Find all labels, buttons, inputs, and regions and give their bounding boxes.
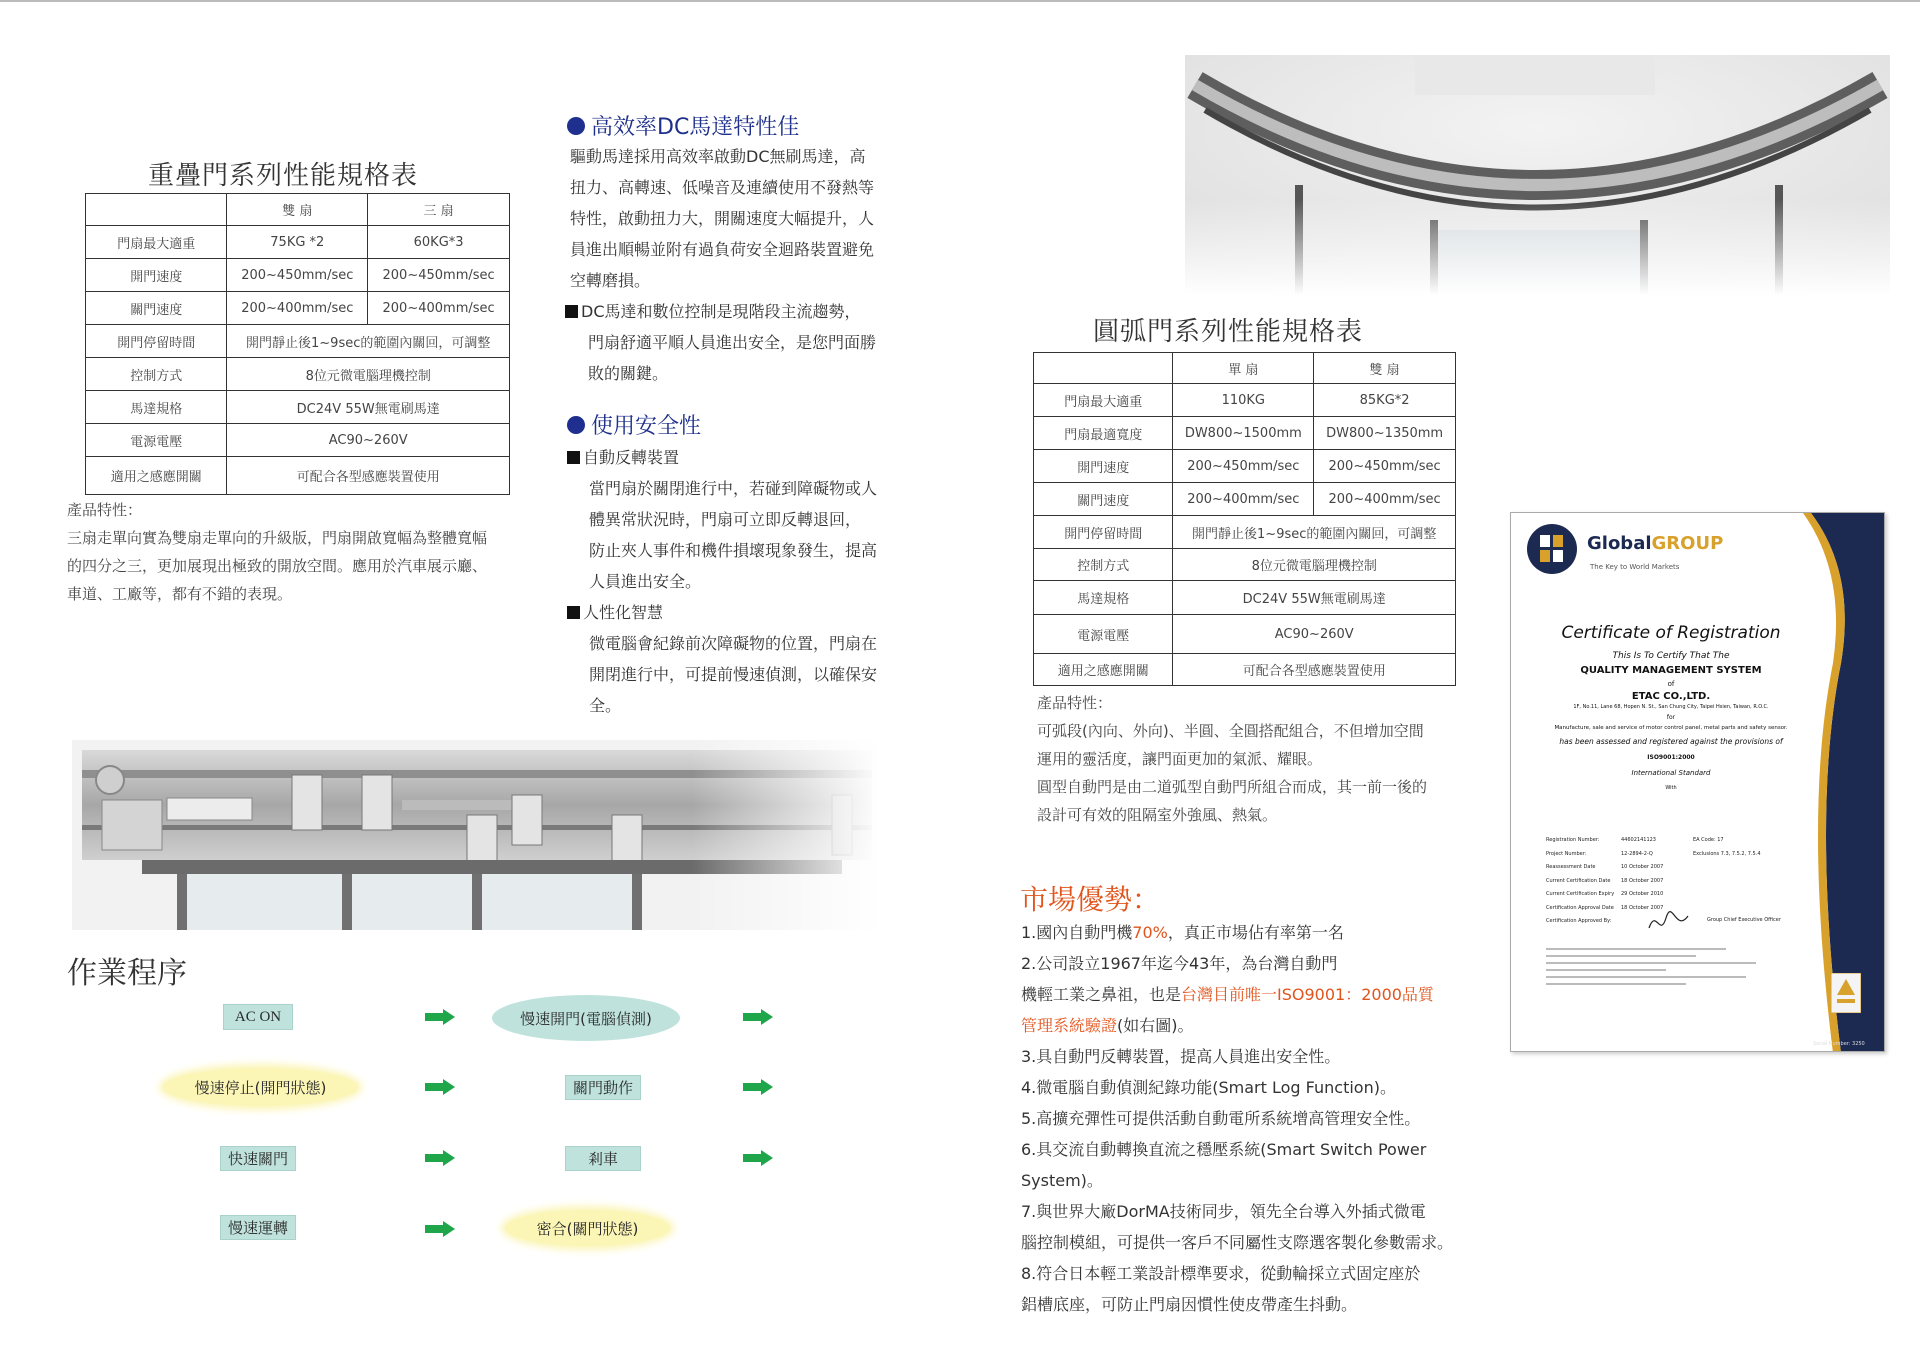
- step-close-action: 關門動作: [565, 1075, 641, 1100]
- para-line: 敗的關鍵。: [588, 364, 669, 383]
- table-cell: 200~450mm/sec: [1314, 450, 1456, 483]
- para-line: 全。: [589, 696, 622, 715]
- table-cell: DW800~1500mm: [1173, 417, 1314, 450]
- certificate-line: Manufacture, sale and service of motor control panel, metal parts and safety sensor.: [1554, 725, 1788, 731]
- door-operator-photo: [72, 740, 882, 930]
- certificate-brand: [1587, 533, 1723, 554]
- square-bullet-icon: [565, 305, 578, 318]
- features-line: 可弧段(內向、外向)、半圓、全圓搭配組合，不但增加空間: [1037, 722, 1424, 740]
- row-label: 控制方式: [1034, 549, 1173, 581]
- features-line: 三扇走單向實為雙扇走單向的升級版，門扇開啟寬幅為整體寬幅: [67, 529, 488, 547]
- features-line: 圓型自動門是由二道弧型自動門所組合而成，其一前一後的: [1037, 778, 1428, 796]
- globalgroup-logo-icon: [1526, 523, 1578, 575]
- overlap-spec-table: [85, 193, 510, 495]
- row-label: 門扇最大適重: [1034, 384, 1173, 417]
- market-highlight: 70%: [1132, 923, 1168, 942]
- table-header-cell: [86, 194, 227, 226]
- field-key: Reassessment Date: [1546, 864, 1596, 870]
- table-header-cell: 雙 扇: [227, 194, 368, 226]
- market-highlight: 台灣目前唯一ISO9001：2000品質: [1181, 985, 1434, 1004]
- safety-item-title: 自動反轉裝置: [583, 448, 680, 467]
- field-value: 12-2894-2-Q: [1621, 850, 1653, 857]
- overlap-table-title: 重疊門系列性能規格表: [148, 161, 419, 191]
- arrow-right-icon: [743, 1079, 773, 1095]
- arrow-right-icon: [425, 1150, 455, 1166]
- certificate-line: for: [1666, 714, 1676, 721]
- row-label: 開門停留時間: [1034, 516, 1173, 549]
- para-line: 員進出順暢並附有過負荷安全迴路裝置避免: [570, 240, 875, 259]
- certificate-line: ISO9001:2000: [1647, 754, 1695, 761]
- features-line: 的四分之三，更加展現出極致的開放空間。應用於汽車展示廳、: [67, 557, 488, 575]
- ukas-badge-icon: [1831, 973, 1861, 1013]
- market-line: 8.符合日本輕工業設計標準要求，從動輪採立式固定座於: [1021, 1264, 1421, 1283]
- certificate-side-fields: [1693, 834, 1761, 861]
- table-cell: 200~400mm/sec: [368, 292, 510, 325]
- market-line: 3.具自動門反轉裝置，提高人員進出安全性。: [1021, 1047, 1341, 1066]
- arrow-right-icon: [425, 1221, 455, 1237]
- para-line: 開閉進行中，可提前慢速偵測，以確保安: [589, 665, 878, 684]
- table-cell: 110KG: [1173, 384, 1314, 417]
- square-bullet-icon: [567, 606, 580, 619]
- procedure-title: 作業程序: [67, 956, 187, 991]
- ea-code: EA Code: 17: [1693, 837, 1724, 843]
- top-rule: [0, 0, 1920, 2]
- features-line: 車道、工廠等，都有不錯的表現。: [67, 585, 293, 603]
- row-label: 馬達規格: [86, 391, 227, 424]
- market-text: 1.國內自動門機: [1021, 923, 1133, 942]
- certificate-line: International Standard: [1631, 769, 1711, 777]
- field-value: 29 October 2010: [1621, 891, 1664, 897]
- serial-number: Serial Number: 3250: [1813, 1041, 1865, 1047]
- arc-door-photo: [1185, 55, 1890, 295]
- field-key: Current Certification Date: [1546, 877, 1611, 884]
- para-line: 空轉磨損。: [570, 271, 651, 290]
- dc-motor-heading: [567, 110, 799, 141]
- arrow-right-icon: [743, 1150, 773, 1166]
- para-line: 人員進出安全。: [589, 572, 702, 591]
- overlap-features: [67, 496, 537, 608]
- market-line: 5.高擴充彈性可提供活動自動電所系統增高管理安全性。: [1021, 1109, 1421, 1128]
- table-cell: DW800~1350mm: [1314, 417, 1456, 450]
- certificate-title: Certificate of Registration: [1561, 623, 1781, 643]
- safety-body: [567, 442, 917, 721]
- table-cell: 200~450mm/sec: [227, 259, 368, 292]
- field-value: 10 October 2007: [1621, 864, 1664, 870]
- para-line: 特性，啟動扭力大，開關速度大幅提升，人: [570, 209, 875, 228]
- row-label: 開門停留時間: [86, 325, 227, 358]
- row-label: 開門速度: [1034, 450, 1173, 483]
- certificate-tagline: The Key to World Markets: [1590, 563, 1680, 571]
- certificate-body: [1531, 623, 1811, 791]
- table-cell: 75KG *2: [227, 226, 368, 259]
- table-cell: 200~400mm/sec: [227, 292, 368, 325]
- features-label: 產品特性：: [1037, 694, 1113, 712]
- table-header-cell: 雙 扇: [1314, 353, 1456, 384]
- market-text: (如右圖)。: [1117, 1016, 1194, 1035]
- step-slow-stop: 慢速停止(開門狀態): [163, 1068, 358, 1106]
- table-cell: 8位元微電腦理機控制: [1173, 549, 1456, 581]
- para-line: DC馬達和數位控制是現階段主流趨勢，: [581, 302, 861, 321]
- table-cell: 可配合各型感應裝置使用: [1173, 654, 1456, 686]
- field-value: 18 October 2007: [1621, 877, 1664, 884]
- field-key: Certification Approved By:: [1546, 918, 1612, 924]
- step-slow-run: 慢速運轉: [220, 1215, 296, 1240]
- table-cell: 可配合各型感應裝置使用: [227, 457, 510, 495]
- row-label: 門扇最適寬度: [1034, 417, 1173, 450]
- arrow-right-icon: [425, 1079, 455, 1095]
- table-cell: 85KG*2: [1314, 384, 1456, 417]
- row-label: 馬達規格: [1034, 581, 1173, 615]
- para-line: 體異常狀況時，門扇可立即反轉退回，: [589, 510, 862, 529]
- row-label: 門扇最大適重: [86, 226, 227, 259]
- market-line: 鋁槽底座，可防止門扇因慣性使皮帶產生抖動。: [1021, 1295, 1358, 1314]
- para-line: 驅動馬達採用高效率啟動DC無刷馬達，高: [570, 147, 866, 166]
- arc-table-title: 圓弧門系列性能規格表: [1093, 317, 1364, 347]
- square-bullet-icon: [567, 451, 580, 464]
- field-key: Certification Approval Date: [1546, 904, 1614, 911]
- field-value: 18 October 2007: [1621, 904, 1664, 911]
- dc-motor-heading-text: 高效率DC馬達特性佳: [591, 115, 800, 140]
- step-fast-close: 快速關門: [220, 1146, 296, 1171]
- table-header-cell: [1034, 353, 1173, 384]
- bullet-dot-icon: [567, 117, 585, 135]
- market-list: [1021, 917, 1521, 1320]
- step-slow-open: 慢速開門(電腦偵測): [492, 995, 680, 1041]
- bullet-dot-icon: [567, 416, 585, 434]
- arc-features: [1037, 689, 1467, 829]
- arc-spec-table: [1033, 352, 1456, 686]
- table-header-cell: 單 扇: [1173, 353, 1314, 384]
- market-line: 7.與世界大廠DorMA技術同步，領先全台導入外插式微電: [1021, 1202, 1426, 1221]
- row-label: 適用之感應開關: [1034, 654, 1173, 686]
- features-line: 運用的靈活度，讓門面更加的氣派、耀眼。: [1037, 750, 1323, 768]
- table-cell: 200~450mm/sec: [368, 259, 510, 292]
- dc-motor-body: [570, 141, 915, 389]
- exclusions: Exclusions 7.3, 7.5.2, 7.5.4: [1693, 850, 1761, 857]
- safety-item-title: 人性化智慧: [583, 603, 664, 622]
- table-cell: 開門靜止後1~9sec的範圍內關回，可調整: [1173, 516, 1456, 549]
- market-text: ，真正市場佔有率第一名: [1167, 923, 1344, 942]
- para-line: 微電腦會紀錄前次障礙物的位置，門扇在: [589, 634, 878, 653]
- step-sealed: 密合(關門狀態): [505, 1210, 670, 1246]
- row-label: 適用之感應開關: [86, 457, 227, 495]
- para-line: 扭力、高轉速、低噪音及連續使用不發熱等: [570, 178, 875, 197]
- signature: [1646, 908, 1691, 938]
- table-cell: 60KG*3: [368, 226, 510, 259]
- table-header-cell: 三 扇: [368, 194, 510, 226]
- brand-b: GROUP: [1651, 533, 1724, 554]
- market-line: System)。: [1021, 1171, 1103, 1190]
- certificate-line: has been assessed and registered against the provisions of: [1559, 737, 1783, 746]
- arrow-right-icon: [743, 1009, 773, 1025]
- row-label: 電源電壓: [1034, 615, 1173, 654]
- step-brake: 剎車: [565, 1146, 641, 1171]
- safety-heading-text: 使用安全性: [591, 414, 702, 439]
- table-cell: AC90~260V: [227, 424, 510, 457]
- step-ac-on: AC ON: [223, 1004, 293, 1030]
- table-cell: 200~400mm/sec: [1314, 483, 1456, 516]
- row-label: 控制方式: [86, 358, 227, 391]
- features-line: 設計可有效的阻隔室外強風、熱氣。: [1037, 806, 1278, 824]
- certificate-line: With: [1665, 785, 1677, 791]
- certificate-fine-print: [1546, 948, 1776, 985]
- market-highlight: 管理系統驗證: [1021, 1016, 1118, 1035]
- para-line: 當門扇於關閉進行中，若碰到障礙物或人: [589, 479, 878, 498]
- market-line: 腦控制模組，可提供一客戶不同屬性支際選客製化參數需求。: [1021, 1233, 1454, 1252]
- para-line: 門扇舒適平順人員進出安全，是您門面勝: [588, 333, 877, 352]
- market-line: 4.微電腦自動偵測紀錄功能(Smart Log Function)。: [1021, 1078, 1396, 1097]
- table-cell: 200~400mm/sec: [1173, 483, 1314, 516]
- table-cell: 開門靜止後1~9sec的範圍內關回，可調整: [227, 325, 510, 358]
- table-cell: AC90~260V: [1173, 615, 1456, 654]
- field-value: 44602141123: [1621, 837, 1656, 843]
- row-label: 關門速度: [1034, 483, 1173, 516]
- field-key: Project Number:: [1546, 850, 1587, 857]
- iso-certificate: [1510, 512, 1885, 1052]
- officer-title: Group Chief Executive Officer: [1707, 917, 1781, 923]
- table-cell: 200~450mm/sec: [1173, 450, 1314, 483]
- certificate-line: of: [1667, 680, 1675, 688]
- features-label: 產品特性：: [67, 501, 143, 519]
- certificate-line: 1F, No.11, Lane 68, Hopen N. St., San Chung City, Taipei Hsien, Taiwan, R.O.C.: [1573, 704, 1769, 710]
- market-title: 市場優勢：: [1020, 883, 1161, 916]
- safety-heading: [567, 409, 701, 440]
- field-key: Current Certification Expiry: [1546, 891, 1615, 897]
- row-label: 電源電壓: [86, 424, 227, 457]
- certificate-line: This Is To Certify That The: [1612, 651, 1730, 661]
- field-key: Registration Number:: [1546, 837, 1600, 843]
- certificate-line: QUALITY MANAGEMENT SYSTEM: [1580, 665, 1762, 676]
- certificate-company: ETAC CO.,LTD.: [1631, 691, 1711, 702]
- para-line: 防止夾人事件和機件損壞現象發生，提高: [589, 541, 878, 560]
- row-label: 關門速度: [86, 292, 227, 325]
- table-cell: DC24V 55W無電刷馬達: [1173, 581, 1456, 615]
- arrow-right-icon: [425, 1009, 455, 1025]
- table-cell: 8位元微電腦理機控制: [227, 358, 510, 391]
- row-label: 開門速度: [86, 259, 227, 292]
- market-line: 2.公司設立1967年迄今43年，為台灣自動門: [1021, 954, 1338, 973]
- market-text: 機輕工業之鼻祖，也是: [1021, 985, 1182, 1004]
- market-line: 6.具交流自動轉換直流之穩壓系統(Smart Switch Power: [1021, 1140, 1427, 1159]
- table-cell: DC24V 55W無電刷馬達: [227, 391, 510, 424]
- brand-a: Global: [1587, 533, 1652, 554]
